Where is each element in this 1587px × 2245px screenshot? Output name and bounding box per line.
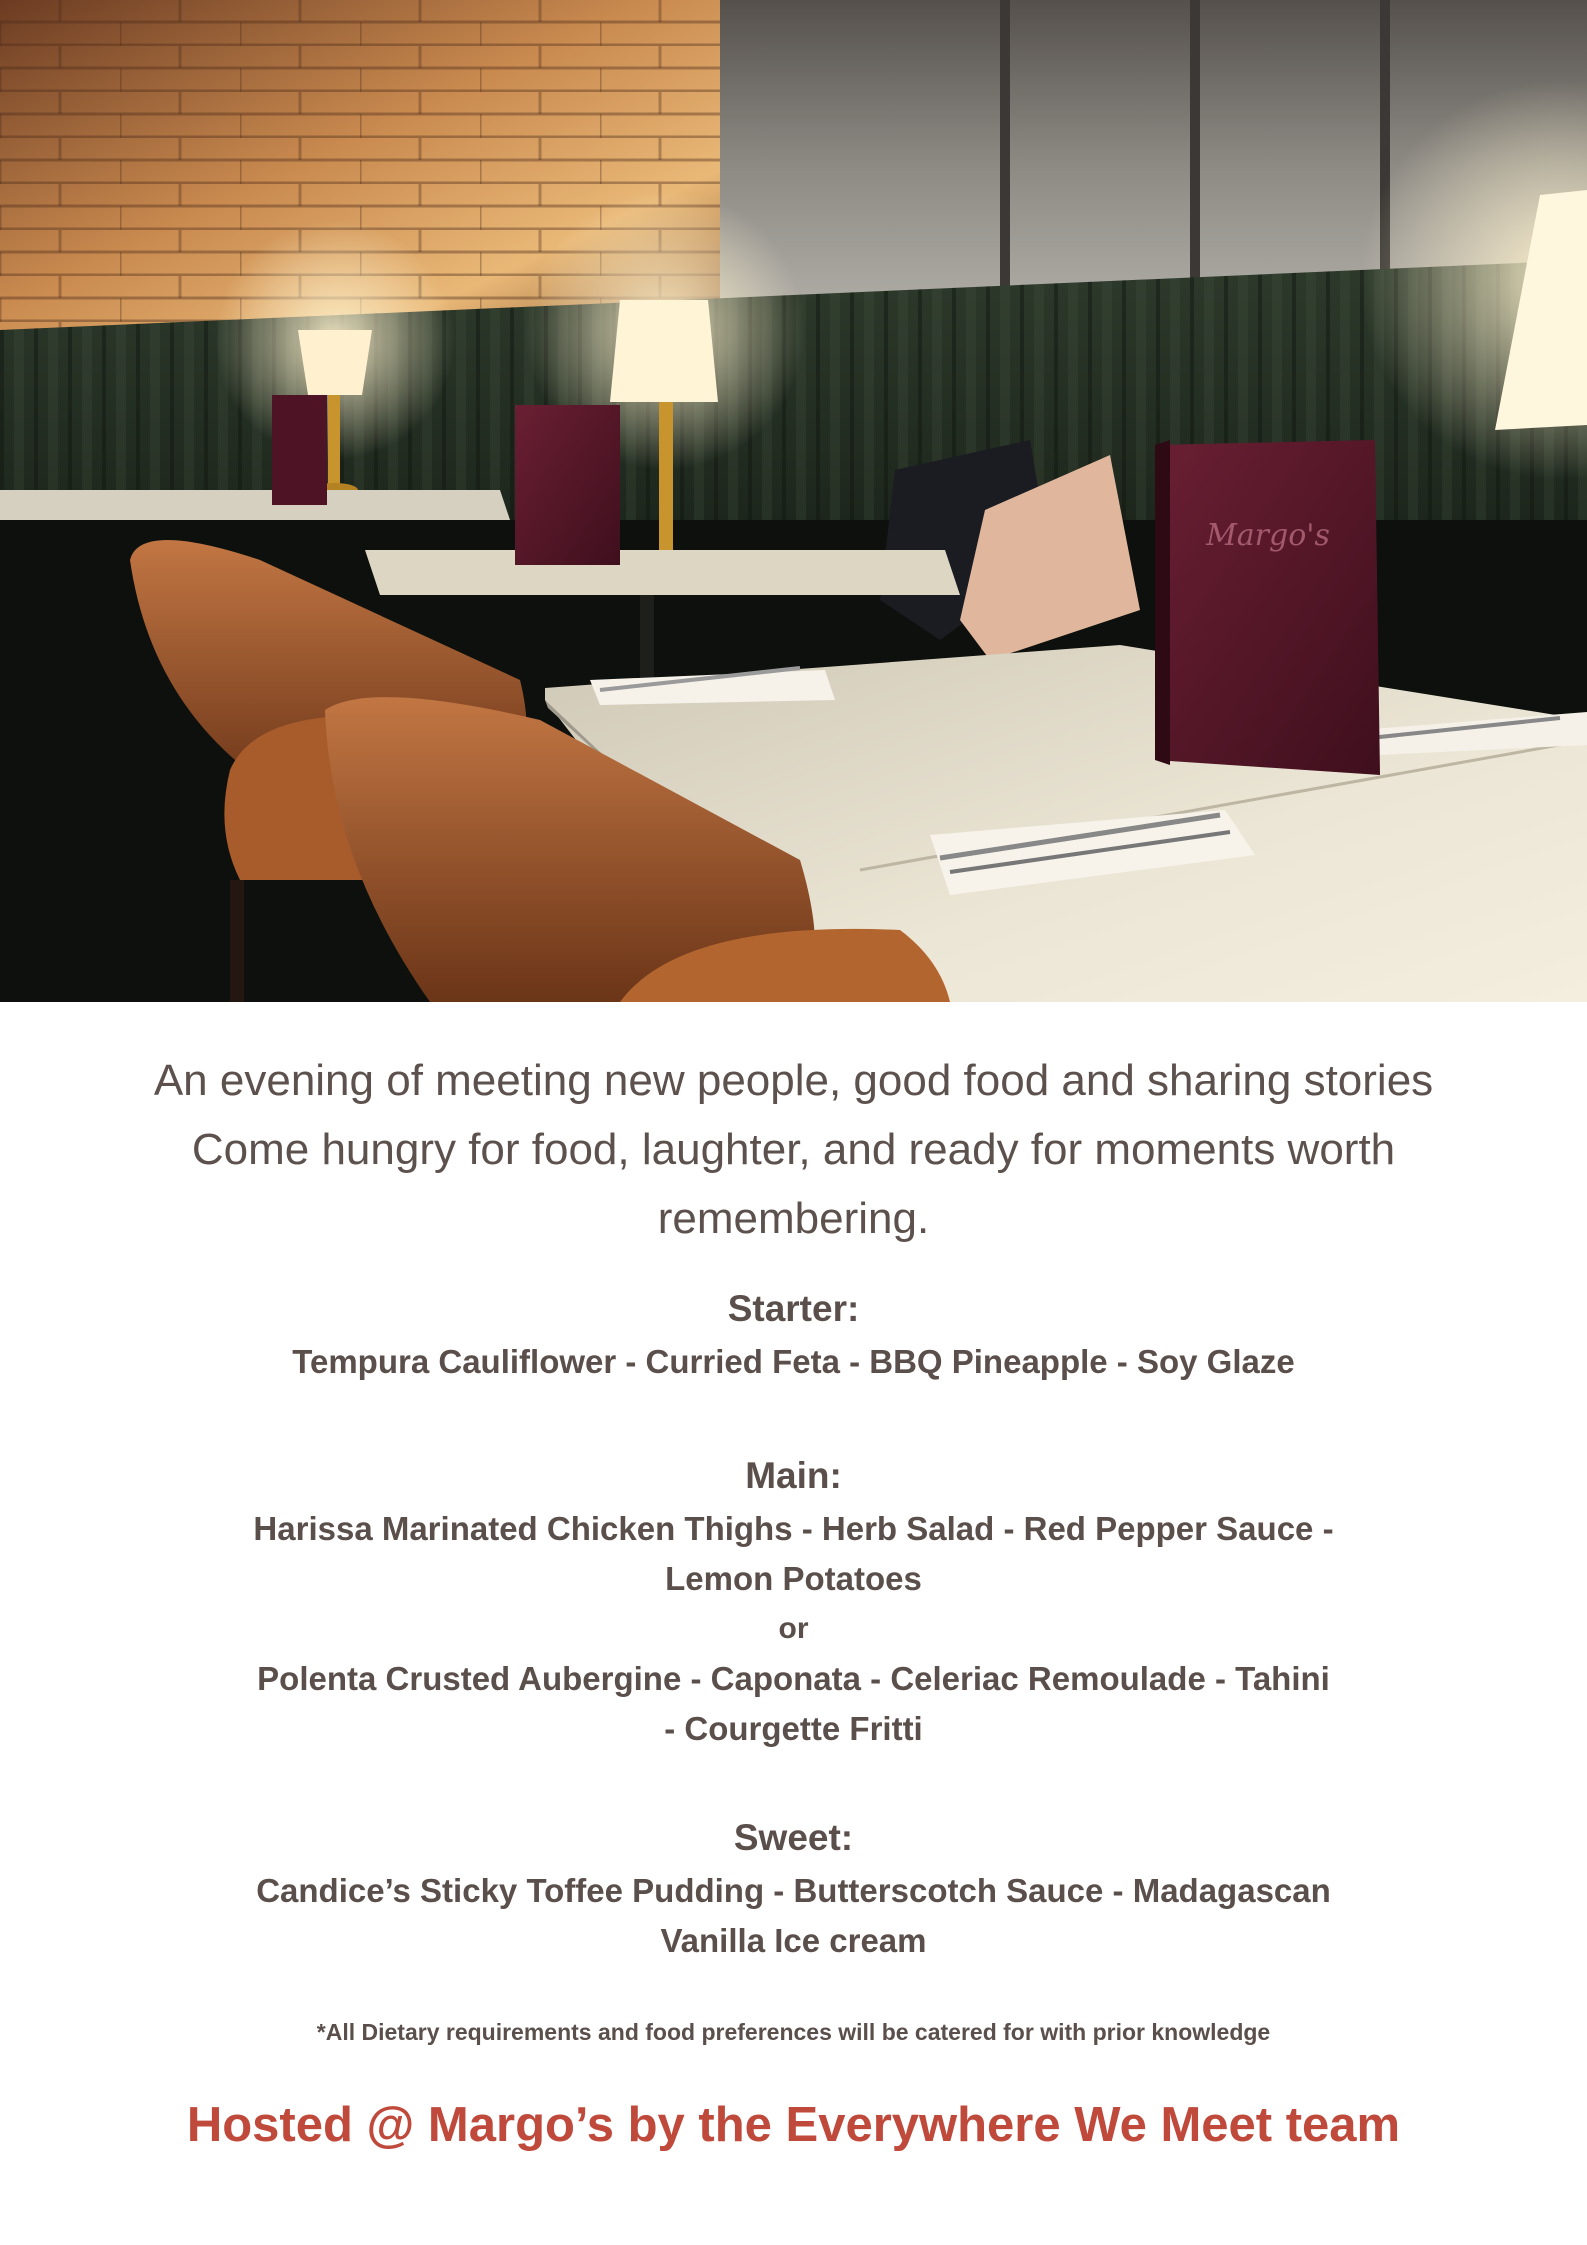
starter-title: Starter:	[727, 1288, 860, 1329]
intro-line: remembering.	[657, 1194, 930, 1243]
intro-line: Come hungry for food, laughter, and ready for moments worth	[191, 1125, 1396, 1174]
hosted-by-banner: Hosted @ Margo’s by the Everywhere We Meet team	[186, 2098, 1401, 2152]
main-title: Main:	[745, 1455, 842, 1496]
dietary-note: *All Dietary requirements and food preferences will be catered for with prior knowledge	[316, 2019, 1271, 2045]
main-option-1-cont: Lemon Potatoes	[665, 1560, 922, 1597]
main-or-separator: or	[778, 1612, 809, 1645]
menu-content	[0, 1002, 1587, 2245]
main-section	[150, 1452, 1437, 1754]
menu-logo: Margo's	[1206, 518, 1330, 553]
main-option-1: Harissa Marinated Chicken Thighs - Herb Salad - Red Pepper Sauce -	[253, 1510, 1334, 1547]
sweet-dish: Candice’s Sticky Toffee Pudding - Butterscotch Sauce - Madagascan	[256, 1872, 1331, 1909]
main-option-2: Polenta Crusted Aubergine - Caponata - Celeriac Remoulade - Tahini	[257, 1660, 1330, 1697]
intro-text	[30, 1046, 1557, 1253]
starter-dish: Tempura Cauliflower - Curried Feta - BBQ Pineapple - Soy Glaze	[292, 1343, 1295, 1380]
restaurant-interior-image	[0, 0, 1587, 1002]
main-option-2-cont: - Courgette Fritti	[664, 1710, 923, 1747]
sweet-title: Sweet:	[733, 1817, 854, 1858]
starter-section	[150, 1285, 1437, 1387]
sweet-dish-cont: Vanilla Ice cream	[660, 1922, 927, 1959]
intro-line: An evening of meeting new people, good food and sharing stories	[153, 1056, 1434, 1105]
restaurant-photo	[0, 0, 1587, 1002]
sweet-section	[150, 1814, 1437, 1966]
